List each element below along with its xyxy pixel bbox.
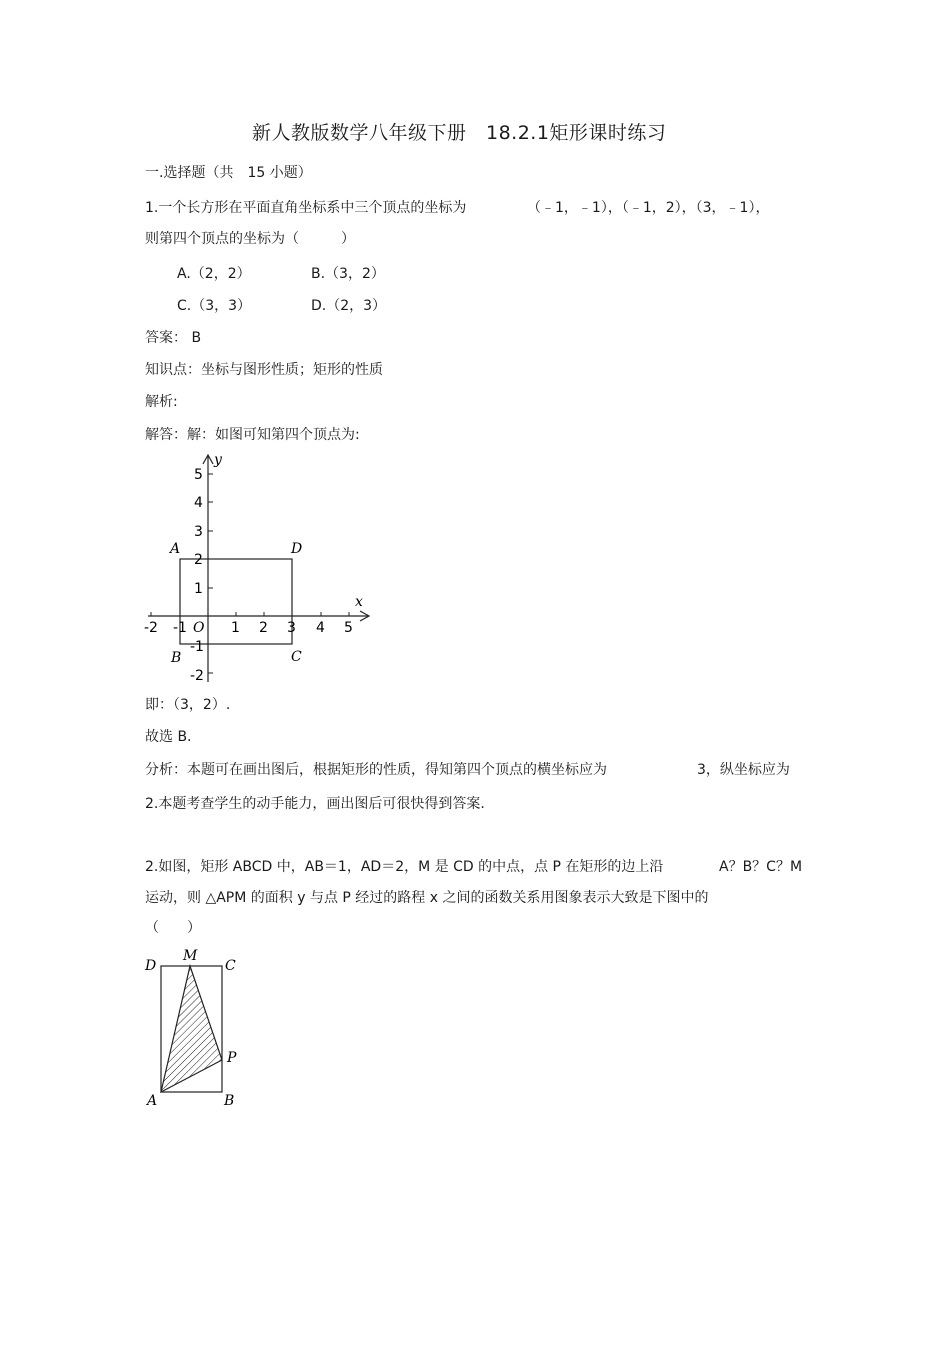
- y-tick-label: 4: [194, 495, 203, 511]
- vertex-label-a: A: [170, 541, 181, 557]
- origin-label: O: [193, 620, 205, 636]
- x-tick-label: 2: [259, 620, 268, 636]
- triangle-apm: [161, 966, 222, 1092]
- q1-answer: 答案： B: [145, 330, 202, 346]
- x-axis-label: x: [355, 594, 363, 610]
- axis-ticks: [151, 474, 349, 673]
- q1-option-a: A.（2，2）: [177, 266, 251, 282]
- y-tick-label: -2: [190, 668, 204, 684]
- vertex-label-c: C: [291, 649, 302, 665]
- q1-option-d: D.（2，3）: [311, 298, 387, 314]
- q2-line1: 2.如图，矩形 ABCD 中，AB＝1，AD＝2，M 是 CD 的中点，点 P 在矩形的边上沿: [145, 859, 664, 875]
- x-tick-label: 1: [231, 620, 240, 636]
- q1-analysis-line1-end: 3，纵坐标应为: [697, 762, 790, 778]
- x-tick-label: -2: [144, 620, 158, 636]
- q1-option-c: C.（3，3）: [177, 298, 252, 314]
- q1-analysis-label: 解析:: [145, 394, 178, 410]
- q1-stem-line1: 1.一个长方形在平面直角坐标系中三个顶点的坐标为: [145, 200, 467, 216]
- y-tick-label: 1: [194, 581, 203, 597]
- q1-option-b: B.（3，2）: [311, 266, 385, 282]
- q1-analysis-line2: 2.本题考查学生的动手能力，画出图后可很快得到答案.: [145, 796, 485, 812]
- x-tick-label: 5: [344, 620, 353, 636]
- q1-stem-line2: 则第四个顶点的坐标为（ ）: [145, 231, 355, 247]
- vertex-label-b: B: [171, 650, 182, 666]
- x-tick-label: 3: [287, 620, 296, 636]
- label-p: P: [227, 1050, 237, 1066]
- y-tick-label: 3: [194, 524, 203, 540]
- x-tick-label: -1: [173, 620, 187, 636]
- section-header: 一.选择题（共 15 小题）: [145, 165, 312, 181]
- x-tick-label: 4: [316, 620, 325, 636]
- label-a: A: [147, 1093, 158, 1109]
- q1-solution: 解答：解：如图可知第四个顶点为:: [145, 427, 360, 443]
- q1-conclusion: 即：（3，2）.: [145, 697, 231, 713]
- label-m: M: [183, 948, 198, 964]
- q2-line1-end: A？B？C？M: [719, 859, 803, 875]
- label-b: B: [224, 1093, 235, 1109]
- q1-coordinate-figure: [140, 450, 380, 688]
- y-tick-label: 5: [194, 467, 203, 483]
- q1-choose: 故选 B.: [145, 729, 192, 745]
- q2-rectangle-figure: [140, 942, 250, 1112]
- q1-points-text: （﹣1，﹣1），（﹣1，2），（3，﹣1），: [527, 200, 770, 216]
- label-d: D: [145, 958, 157, 974]
- q1-knowledge: 知识点：坐标与图形性质；矩形的性质: [145, 362, 383, 378]
- vertex-label-d: D: [291, 541, 303, 557]
- q2-line2: 运动，则 △APM 的面积 y 与点 P 经过的路程 x 之间的函数关系用图象表示大致是下图中的: [145, 890, 709, 906]
- page-title: 新人教版数学八年级下册 18.2.1矩形课时练习: [252, 122, 667, 144]
- q1-analysis-line1: 分析：本题可在画出图后，根据矩形的性质，得知第四个顶点的横坐标应为: [145, 762, 607, 778]
- label-c: C: [225, 958, 236, 974]
- q2-line3: （ ）: [145, 920, 201, 936]
- y-tick-label: 2: [194, 552, 203, 568]
- y-axis-label: y: [214, 452, 222, 468]
- y-tick-label: -1: [190, 639, 204, 655]
